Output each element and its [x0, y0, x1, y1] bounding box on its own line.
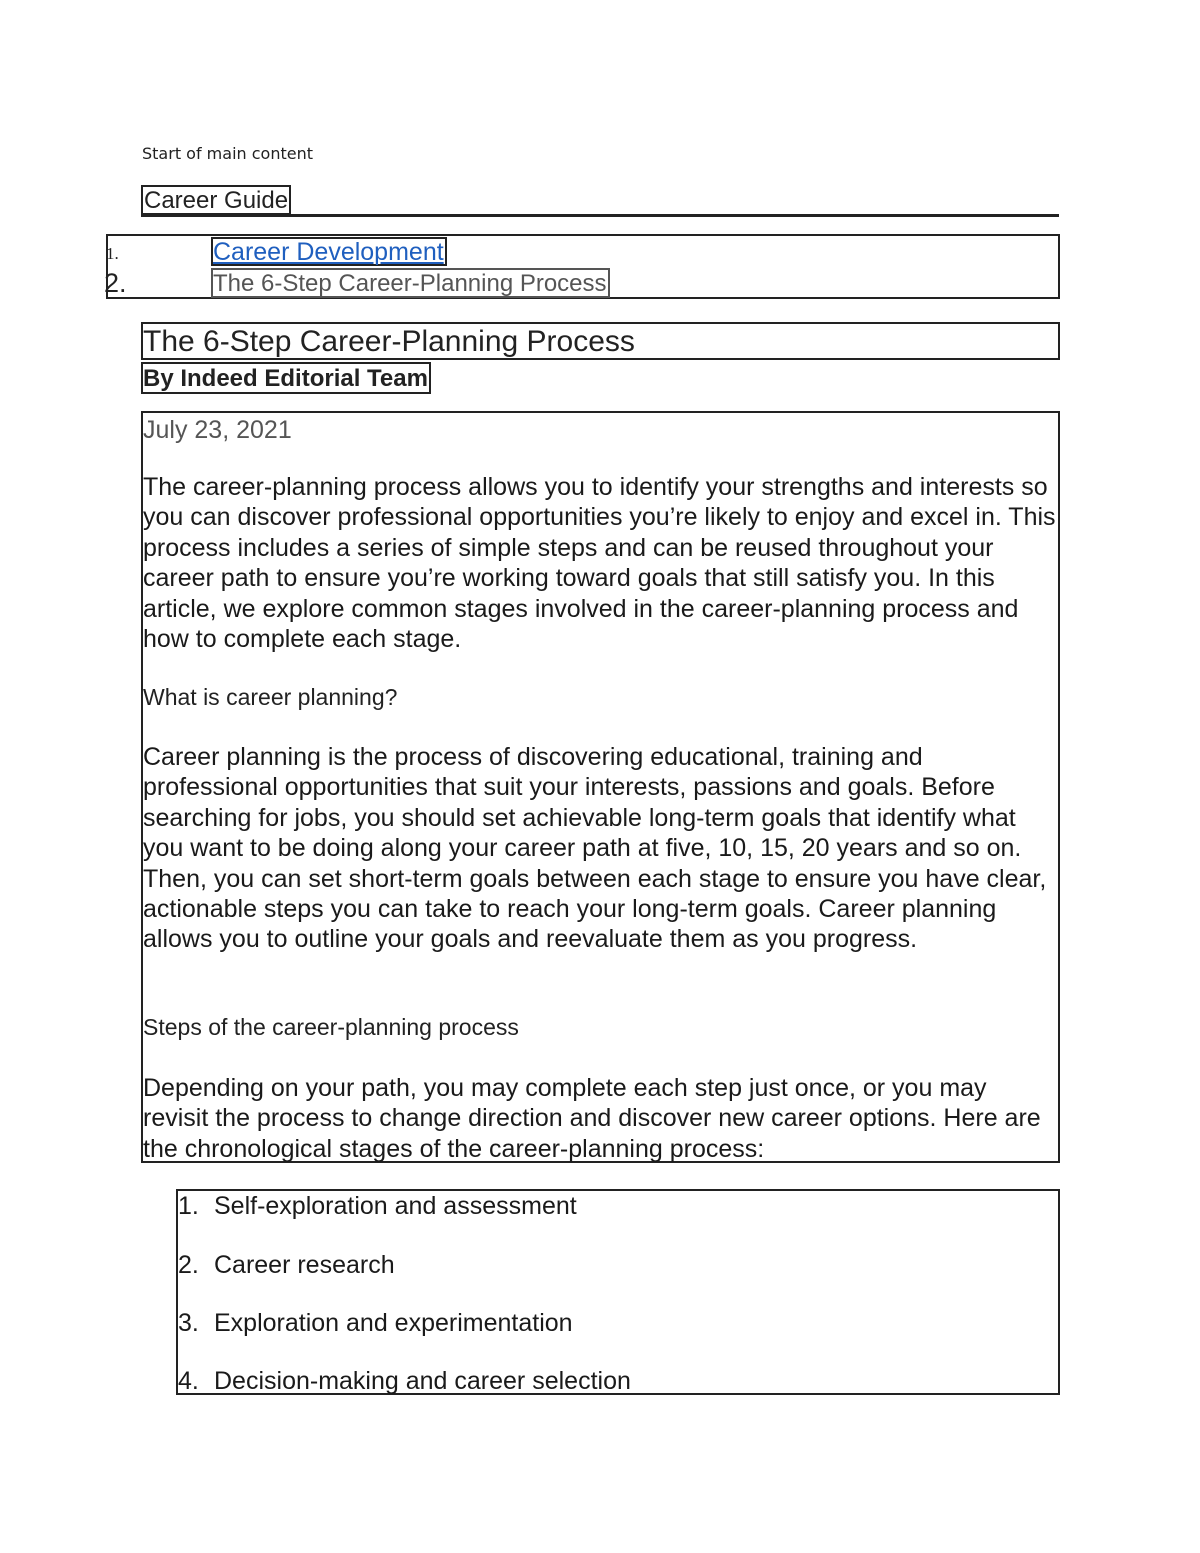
list-item: 2. Career research — [178, 1251, 395, 1279]
list-item: 3. Exploration and experimentation — [178, 1309, 573, 1337]
author-byline[interactable]: By Indeed Editorial Team — [141, 362, 431, 394]
steps-list — [176, 1189, 1060, 1395]
article-body — [141, 411, 1060, 1163]
breadcrumb-current-page: The 6-Step Career-Planning Process — [211, 268, 610, 298]
skip-to-content-link[interactable]: Start of main content — [142, 144, 313, 163]
section-paragraph: Depending on your path, you may complete each step just once, or you may revisit the process to change direction and discover new career options. Here are the chronological stages of the career-planning process: — [143, 1074, 1041, 1163]
intro-paragraph: The career-planning process allows you to identify your strengths and interests so you can discover professional opportunities you’re likely to enjoy and excel in. This process includes a series of simple steps and can be reused throughout your career path to ensure you’re working toward goals that still satisfy you. In this article, we explore common stages involved in the career-planning process and how to complete each stage. — [143, 473, 1056, 654]
section-paragraph: Career planning is the process of discovering educational, training and professional opportunities that suit your interests, passions and goals. Before searching for jobs, you should set achievable long-term goals that identify what you want to be doing along your career path at five, 10, 15, 20 years and so on. Then, you can set short-term goals between each stage to ensure you have clear, actionable steps you can take to reach your long-term goals. Career planning allows you to outline your goals and reevaluate them as you progress. — [143, 743, 1047, 954]
list-item: 4. Decision-making and career selection — [178, 1367, 631, 1395]
breadcrumb-link-career-development[interactable]: Career Development — [211, 237, 447, 266]
career-guide-header-link[interactable]: Career Guide — [141, 185, 291, 215]
page-title: The 6-Step Career-Planning Process — [141, 322, 1060, 360]
section-heading: What is career planning? — [143, 684, 398, 710]
breadcrumb-number: 1. — [106, 244, 119, 263]
header-divider — [141, 214, 1059, 217]
list-item: 1. Self-exploration and assessment — [178, 1192, 577, 1220]
publish-date: July 23, 2021 — [143, 416, 292, 444]
section-heading: Steps of the career-planning process — [143, 1014, 519, 1040]
breadcrumb-number: 2. — [104, 268, 127, 298]
